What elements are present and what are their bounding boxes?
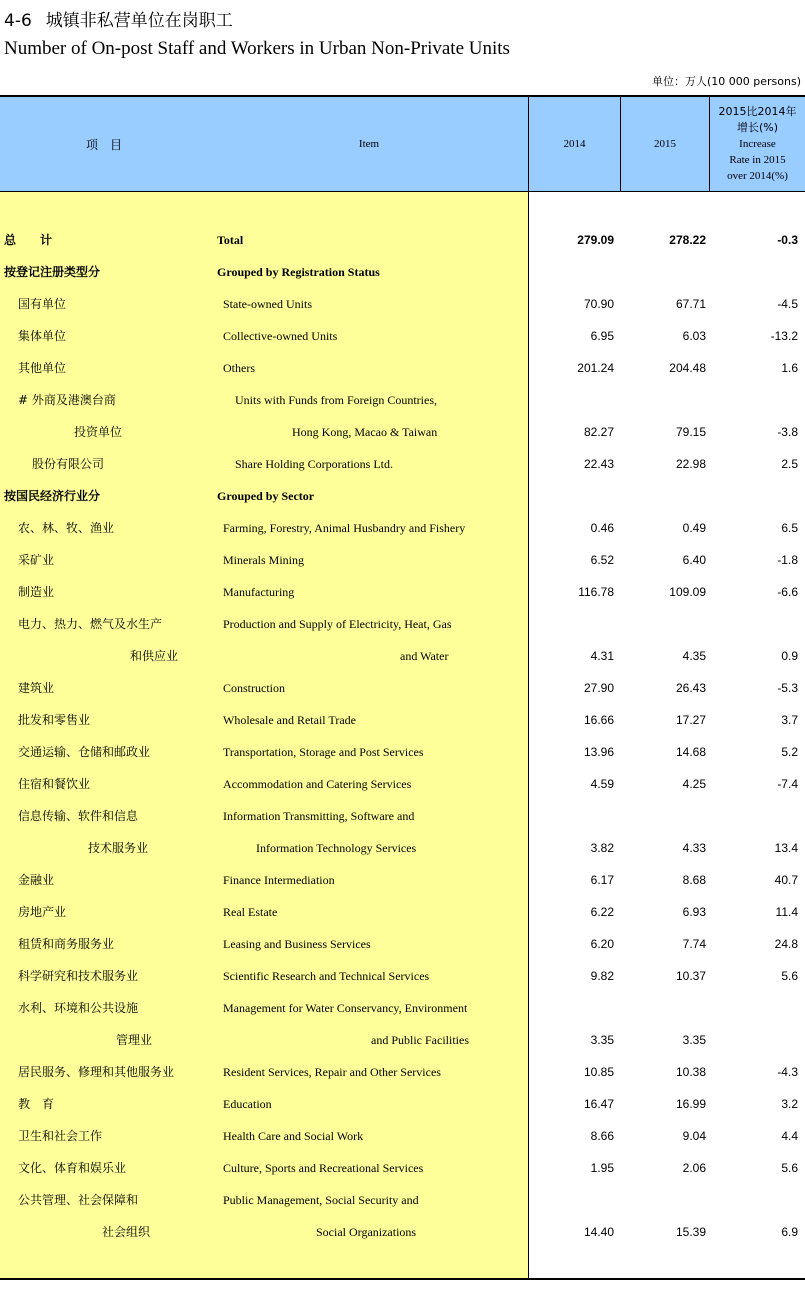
value-2014: 4.59 — [590, 777, 614, 791]
value-2015: 6.93 — [682, 905, 706, 919]
row-label-en: Accommodation and Catering Services — [223, 777, 412, 791]
row-label-cn: 卫生和社会工作 — [18, 1129, 103, 1143]
row-label-en: Total — [217, 233, 244, 247]
row-label-cn: 技术服务业 — [88, 841, 149, 855]
value-growth — [712, 800, 798, 832]
value-2015: 14.68 — [675, 745, 706, 759]
row-label-cn: 信息传输、软件和信息 — [18, 809, 139, 823]
table-row — [0, 512, 805, 544]
column-divider — [709, 97, 710, 192]
header-growth-line: Rate in 2015 — [729, 154, 786, 166]
value-2015: 4.35 — [682, 649, 706, 663]
value-2015: 17.27 — [675, 713, 706, 727]
row-label-en: State-owned Units — [223, 297, 312, 311]
table-row — [0, 896, 805, 928]
table-row — [0, 608, 805, 640]
value-growth — [712, 1024, 798, 1056]
value-2015: 15.39 — [675, 1225, 706, 1239]
value-2015 — [622, 1184, 706, 1216]
row-label-cn: 制造业 — [18, 585, 55, 599]
value-2015: 4.25 — [682, 777, 706, 791]
table-row — [0, 736, 805, 768]
value-2014: 9.82 — [590, 969, 614, 983]
value-growth: -1.8 — [777, 553, 798, 567]
row-label-en: Education — [223, 1097, 272, 1111]
value-2014: 8.66 — [590, 1129, 614, 1143]
row-label-en: Culture, Sports and Recreational Services — [223, 1161, 424, 1175]
value-2015: 7.74 — [682, 937, 706, 951]
row-label-cn: 公共管理、社会保障和 — [18, 1193, 139, 1207]
value-growth: 2.5 — [781, 457, 798, 471]
value-2014: 13.96 — [583, 745, 614, 759]
table-row — [0, 992, 805, 1024]
value-2014: 22.43 — [583, 457, 614, 471]
row-label-en: Collective-owned Units — [223, 329, 338, 343]
value-2014: 82.27 — [583, 425, 614, 439]
table-row — [0, 1184, 805, 1216]
value-2014: 6.17 — [590, 873, 614, 887]
page-title-cn — [4, 6, 233, 31]
value-growth — [712, 1184, 798, 1216]
value-2014: 116.78 — [578, 585, 614, 599]
row-label-cn: 农、林、牧、渔业 — [18, 521, 115, 535]
value-2015: 26.43 — [675, 681, 706, 695]
table-row — [0, 448, 805, 480]
table-row — [0, 1216, 805, 1248]
value-2015: 3.35 — [682, 1033, 706, 1047]
table-row — [0, 928, 805, 960]
column-divider — [620, 97, 621, 192]
header-2014: 2014 — [563, 138, 586, 150]
table-number: 4-6 — [4, 11, 32, 31]
row-label-cn: 按国民经济行业分 — [4, 489, 101, 503]
row-label-cn: 水利、环境和公共设施 — [18, 1001, 139, 1015]
value-2014: 6.22 — [590, 905, 614, 919]
value-2015: 9.04 — [682, 1129, 706, 1143]
row-label-en: Leasing and Business Services — [223, 937, 371, 951]
value-2015: 2.06 — [682, 1161, 706, 1175]
row-label-en: Management for Water Conservancy, Environment — [223, 1001, 468, 1015]
table-row — [0, 960, 805, 992]
value-2014 — [530, 480, 614, 512]
row-label-cn: 集体单位 — [18, 329, 67, 343]
value-2015 — [622, 256, 706, 288]
value-2014: 4.31 — [590, 649, 614, 663]
row-label-cn: 和供应业 — [130, 649, 179, 663]
value-2014 — [530, 1184, 614, 1216]
unit-label: 单位：万人(10 000 persons) — [651, 75, 801, 88]
value-growth — [712, 256, 798, 288]
row-label-en: Share Holding Corporations Ltd. — [235, 457, 393, 471]
value-growth: 1.6 — [781, 361, 798, 375]
value-growth: -4.3 — [777, 1065, 798, 1079]
value-2015: 6.40 — [682, 553, 706, 567]
row-label-en: Minerals Mining — [223, 553, 304, 567]
value-growth: 13.4 — [774, 841, 798, 855]
row-label-en: and Public Facilities — [371, 1033, 469, 1047]
value-2014: 1.95 — [590, 1161, 614, 1175]
row-label-en: Resident Services, Repair and Other Services — [223, 1065, 441, 1079]
row-label-en: and Water — [400, 649, 449, 663]
row-label-en: Real Estate — [223, 905, 278, 919]
row-label-en: Social Organizations — [316, 1225, 417, 1239]
value-2014: 16.66 — [583, 713, 614, 727]
row-label-en: Information Transmitting, Software and — [223, 809, 415, 823]
table-row — [0, 1088, 805, 1120]
table-row — [0, 480, 805, 512]
row-label-cn: 其他单位 — [18, 361, 67, 375]
value-2014 — [530, 800, 614, 832]
value-growth: 3.2 — [781, 1097, 798, 1111]
row-label-cn: 交通运输、仓储和邮政业 — [18, 745, 151, 759]
value-growth: -13.2 — [770, 329, 798, 343]
row-label-en: Production and Supply of Electricity, Heat, Gas — [223, 617, 452, 631]
row-label-en: Public Management, Social Security and — [223, 1193, 419, 1207]
row-label-en: Units with Funds from Foreign Countries, — [235, 393, 438, 407]
value-2014: 3.82 — [590, 841, 614, 855]
row-label-en: Grouped by Registration Status — [217, 265, 380, 279]
row-label-en: Finance Intermediation — [223, 873, 335, 887]
table-row — [0, 224, 805, 256]
table-row — [0, 1056, 805, 1088]
value-growth: -3.8 — [777, 425, 798, 439]
value-2014: 6.95 — [590, 329, 614, 343]
value-2015 — [622, 800, 706, 832]
row-label-cn: 科学研究和技术服务业 — [18, 969, 139, 983]
value-2015: 204.48 — [669, 361, 706, 375]
header-item-cn — [0, 97, 208, 191]
row-label-en: Manufacturing — [223, 585, 295, 599]
row-label-en: Grouped by Sector — [217, 489, 315, 503]
header-growth-line: 2015比2014年 — [718, 105, 797, 118]
value-2014: 16.47 — [583, 1097, 614, 1111]
value-growth: 11.4 — [775, 905, 798, 919]
value-growth: 6.9 — [781, 1225, 798, 1239]
row-label-cn: 电力、热力、燃气及水生产 — [18, 617, 163, 631]
value-2014: 0.46 — [590, 521, 614, 535]
row-label-en: Health Care and Social Work — [223, 1129, 364, 1143]
table-row — [0, 1152, 805, 1184]
table-row — [0, 1120, 805, 1152]
page-title-en: Number of On-post Staff and Workers in Urban Non-Private Units — [4, 38, 510, 59]
value-growth: 0.9 — [781, 649, 798, 663]
value-2015: 4.33 — [682, 841, 706, 855]
header-growth — [710, 97, 805, 191]
value-2014: 27.90 — [583, 681, 614, 695]
value-2014: 6.20 — [590, 937, 614, 951]
table-row — [0, 640, 805, 672]
header-item-cn-text: 项 目 — [85, 137, 122, 152]
row-label-en: Others — [223, 361, 255, 375]
value-growth: 5.6 — [781, 969, 798, 983]
row-label-cn: 房地产业 — [18, 905, 67, 919]
row-label-en: Scientific Research and Technical Services — [223, 969, 430, 983]
row-label-cn: 投资单位 — [74, 425, 123, 439]
value-2014: 70.90 — [583, 297, 614, 311]
value-2015 — [622, 384, 706, 416]
table-row — [0, 832, 805, 864]
value-2015: 22.98 — [675, 457, 706, 471]
value-2015: 278.22 — [669, 233, 706, 247]
value-2015: 6.03 — [682, 329, 706, 343]
header-growth-line: Increase — [739, 138, 776, 150]
value-growth — [712, 384, 798, 416]
value-growth: 24.8 — [774, 937, 798, 951]
row-label-cn: # 外商及港澳台商 — [18, 393, 116, 407]
value-2015 — [622, 992, 706, 1024]
table-row — [0, 1024, 805, 1056]
value-2014: 10.85 — [583, 1065, 614, 1079]
value-growth — [712, 992, 798, 1024]
row-label-cn: 教 育 — [18, 1097, 55, 1111]
table-row — [0, 384, 805, 416]
value-growth: 5.2 — [781, 745, 798, 759]
value-2015: 16.99 — [675, 1097, 706, 1111]
table-row — [0, 416, 805, 448]
table-row — [0, 704, 805, 736]
table-row — [0, 800, 805, 832]
row-label-cn: 采矿业 — [18, 553, 55, 567]
value-2014: 14.40 — [583, 1225, 614, 1239]
title-cn-text: 城镇非私营单位在岗职工 — [45, 11, 233, 31]
value-2015 — [622, 608, 706, 640]
header-2015: 2015 — [654, 138, 676, 150]
value-2015: 0.49 — [682, 521, 706, 535]
value-growth: -0.3 — [777, 233, 798, 247]
row-label-cn: 租赁和商务服务业 — [18, 937, 115, 951]
value-2014: 3.35 — [590, 1033, 614, 1047]
value-growth — [712, 480, 798, 512]
value-growth: -6.6 — [777, 585, 798, 599]
value-2015: 79.15 — [675, 425, 706, 439]
table-row — [0, 288, 805, 320]
value-2015: 109.09 — [669, 585, 706, 599]
value-2015: 8.68 — [682, 873, 706, 887]
row-label-en: Hong Kong, Macao & Taiwan — [292, 425, 438, 439]
row-label-en: Farming, Forestry, Animal Husbandry and Fishery — [223, 521, 466, 535]
row-label-en: Transportation, Storage and Post Services — [223, 745, 424, 759]
value-2014 — [530, 384, 614, 416]
value-growth: -4.5 — [777, 297, 798, 311]
value-growth — [712, 608, 798, 640]
row-label-cn: 总 计 — [4, 233, 53, 247]
value-growth: 3.7 — [781, 713, 798, 727]
row-label-cn: 社会组织 — [102, 1225, 151, 1239]
row-label-cn: 居民服务、修理和其他服务业 — [18, 1065, 175, 1079]
value-growth: 40.7 — [774, 873, 798, 887]
value-2015: 67.71 — [675, 297, 706, 311]
header-growth-line: 增长(%) — [736, 121, 779, 134]
value-2014: 6.52 — [590, 553, 614, 567]
table-row — [0, 544, 805, 576]
table-row — [0, 672, 805, 704]
value-2014: 201.24 — [577, 361, 614, 375]
value-2014 — [530, 992, 614, 1024]
table-row — [0, 576, 805, 608]
table-row — [0, 352, 805, 384]
table-row — [0, 320, 805, 352]
row-label-cn: 股份有限公司 — [32, 457, 105, 471]
row-label-cn: 按登记注册类型分 — [4, 265, 101, 279]
row-label-en: Wholesale and Retail Trade — [223, 713, 356, 727]
value-2015: 10.38 — [675, 1065, 706, 1079]
row-label-cn: 管理业 — [116, 1033, 153, 1047]
row-label-en: Construction — [223, 681, 285, 695]
row-label-cn: 建筑业 — [18, 681, 55, 695]
header-item-en: Item — [358, 138, 380, 150]
value-growth: -5.3 — [777, 681, 798, 695]
value-growth: 5.6 — [781, 1161, 798, 1175]
bottom-rule — [0, 1278, 805, 1280]
table-row — [0, 256, 805, 288]
row-label-cn: 住宿和餐饮业 — [18, 777, 91, 791]
value-2014 — [530, 608, 614, 640]
row-label-cn: 文化、体育和娱乐业 — [18, 1161, 127, 1175]
value-growth: 4.4 — [781, 1129, 798, 1143]
row-label-cn: 金融业 — [18, 873, 55, 887]
table-row — [0, 864, 805, 896]
row-label-cn: 国有单位 — [18, 297, 67, 311]
value-growth: 6.5 — [781, 521, 798, 535]
header-growth-line: over 2014(%) — [727, 170, 788, 182]
value-2014 — [530, 256, 614, 288]
value-2015 — [622, 480, 706, 512]
row-label-cn: 批发和零售业 — [18, 713, 91, 727]
value-2014: 279.09 — [577, 233, 614, 247]
value-growth: -7.4 — [777, 777, 798, 791]
header-rule — [0, 191, 805, 192]
value-2015: 10.37 — [675, 969, 706, 983]
table-row — [0, 768, 805, 800]
row-label-en: Information Technology Services — [256, 841, 417, 855]
